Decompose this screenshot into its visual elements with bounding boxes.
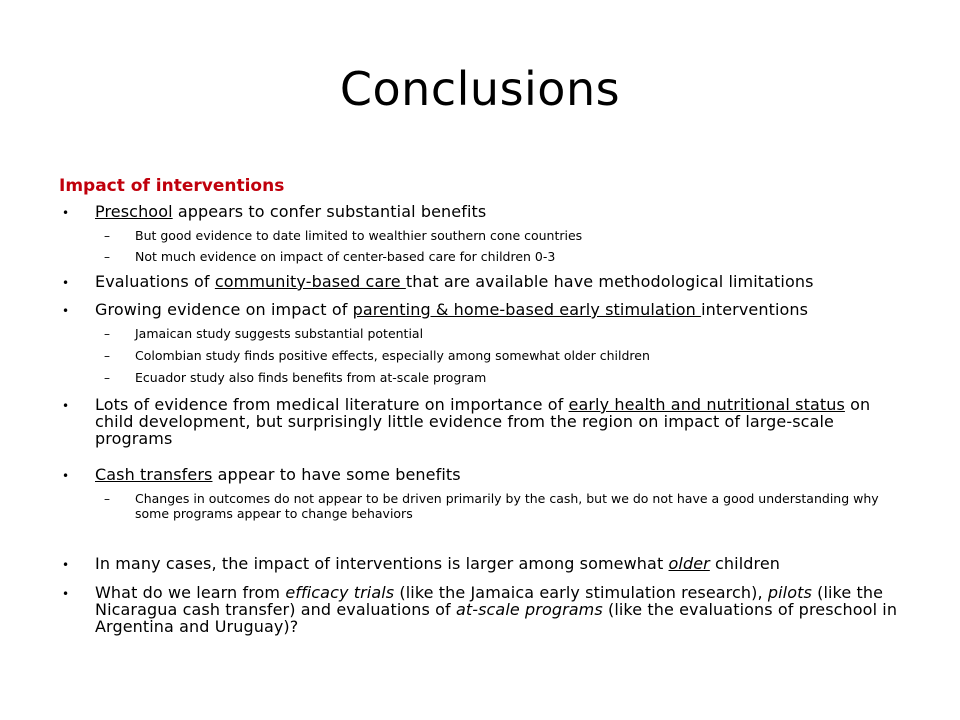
sub-bullet-text (135, 371, 905, 386)
text-run: Colombian study finds positive effects, especially among somewhat older children (135, 348, 650, 363)
emphasized-text: Cash transfers (95, 465, 213, 484)
bullet-glyph: • (62, 206, 70, 220)
bullet-glyph: • (62, 304, 70, 318)
text-run: But good evidence to date limited to wealthier southern cone countries (135, 228, 583, 243)
bullet-text (95, 203, 905, 220)
text-run: (like the Jamaica early stimulation research), (394, 583, 768, 602)
text-run: Jamaican study suggests substantial potential (135, 326, 424, 341)
dash-glyph: – (104, 250, 110, 264)
bullet-text (95, 396, 905, 447)
text-run: Ecuador study also finds benefits from at-scale program (135, 370, 487, 385)
sub-bullet-text (135, 250, 905, 265)
emphasized-text: pilots (767, 583, 812, 602)
dash-glyph: – (104, 229, 110, 243)
bullet-glyph: • (62, 558, 70, 572)
bullet-text (95, 555, 905, 572)
dash-glyph: – (104, 371, 110, 385)
text-run: appears to confer substantial benefits (172, 202, 487, 221)
sub-bullet-text (135, 349, 905, 364)
text-run: appear to have some benefits (212, 465, 461, 484)
bullet-text (95, 584, 905, 635)
bullet-text (95, 301, 905, 318)
emphasized-text: parenting & home-based early stimulation (352, 300, 702, 319)
sub-bullet-text (135, 492, 905, 521)
text-run: children (709, 554, 781, 573)
text-run: Not much evidence on impact of center-based care for children 0-3 (135, 249, 556, 264)
text-run: Changes in outcomes do not appear to be driven primarily by the cash, but we do not have a good understanding why some programs appear to change behaviors (135, 491, 879, 521)
text-run: (like the evaluations of preschool in Argentina and Uruguay)? (95, 600, 898, 636)
text-run: Evaluations of (95, 272, 215, 291)
text-run: on child development, but surprisingly little evidence from the region on impact of large-scale programs (95, 395, 871, 448)
text-run: (like the Nicaragua cash transfer) and evaluations of (95, 583, 884, 619)
bullet-text (95, 273, 905, 290)
text-run: In many cases, the impact of interventions is larger among somewhat (95, 554, 669, 573)
sub-bullet-text (135, 327, 905, 342)
bullet-glyph: • (62, 587, 70, 601)
dash-glyph: – (104, 349, 110, 363)
text-run: What do we learn from (95, 583, 286, 602)
bullet-glyph: • (62, 399, 70, 413)
dash-glyph: – (104, 492, 110, 506)
emphasized-text: early health and nutritional status (568, 395, 845, 414)
emphasized-text: older (668, 554, 710, 573)
text-run: Growing evidence on impact of (95, 300, 353, 319)
slide-title: Conclusions (339, 62, 621, 116)
emphasized-text: at-scale programs (455, 600, 603, 619)
text-run: Lots of evidence from medical literature on importance of (95, 395, 569, 414)
sub-bullet-text (135, 229, 905, 244)
bullet-glyph: • (62, 276, 70, 290)
bullet-glyph: • (62, 469, 70, 483)
text-run: that are available have methodological limitations (405, 272, 814, 291)
emphasized-text: efficacy trials (285, 583, 395, 602)
dash-glyph: – (104, 327, 110, 341)
section-heading: Impact of interventions (59, 176, 285, 196)
text-run: interventions (701, 300, 809, 319)
emphasized-text: Preschool (95, 202, 173, 221)
emphasized-text: community-based care (214, 272, 406, 291)
bullet-text (95, 466, 905, 483)
